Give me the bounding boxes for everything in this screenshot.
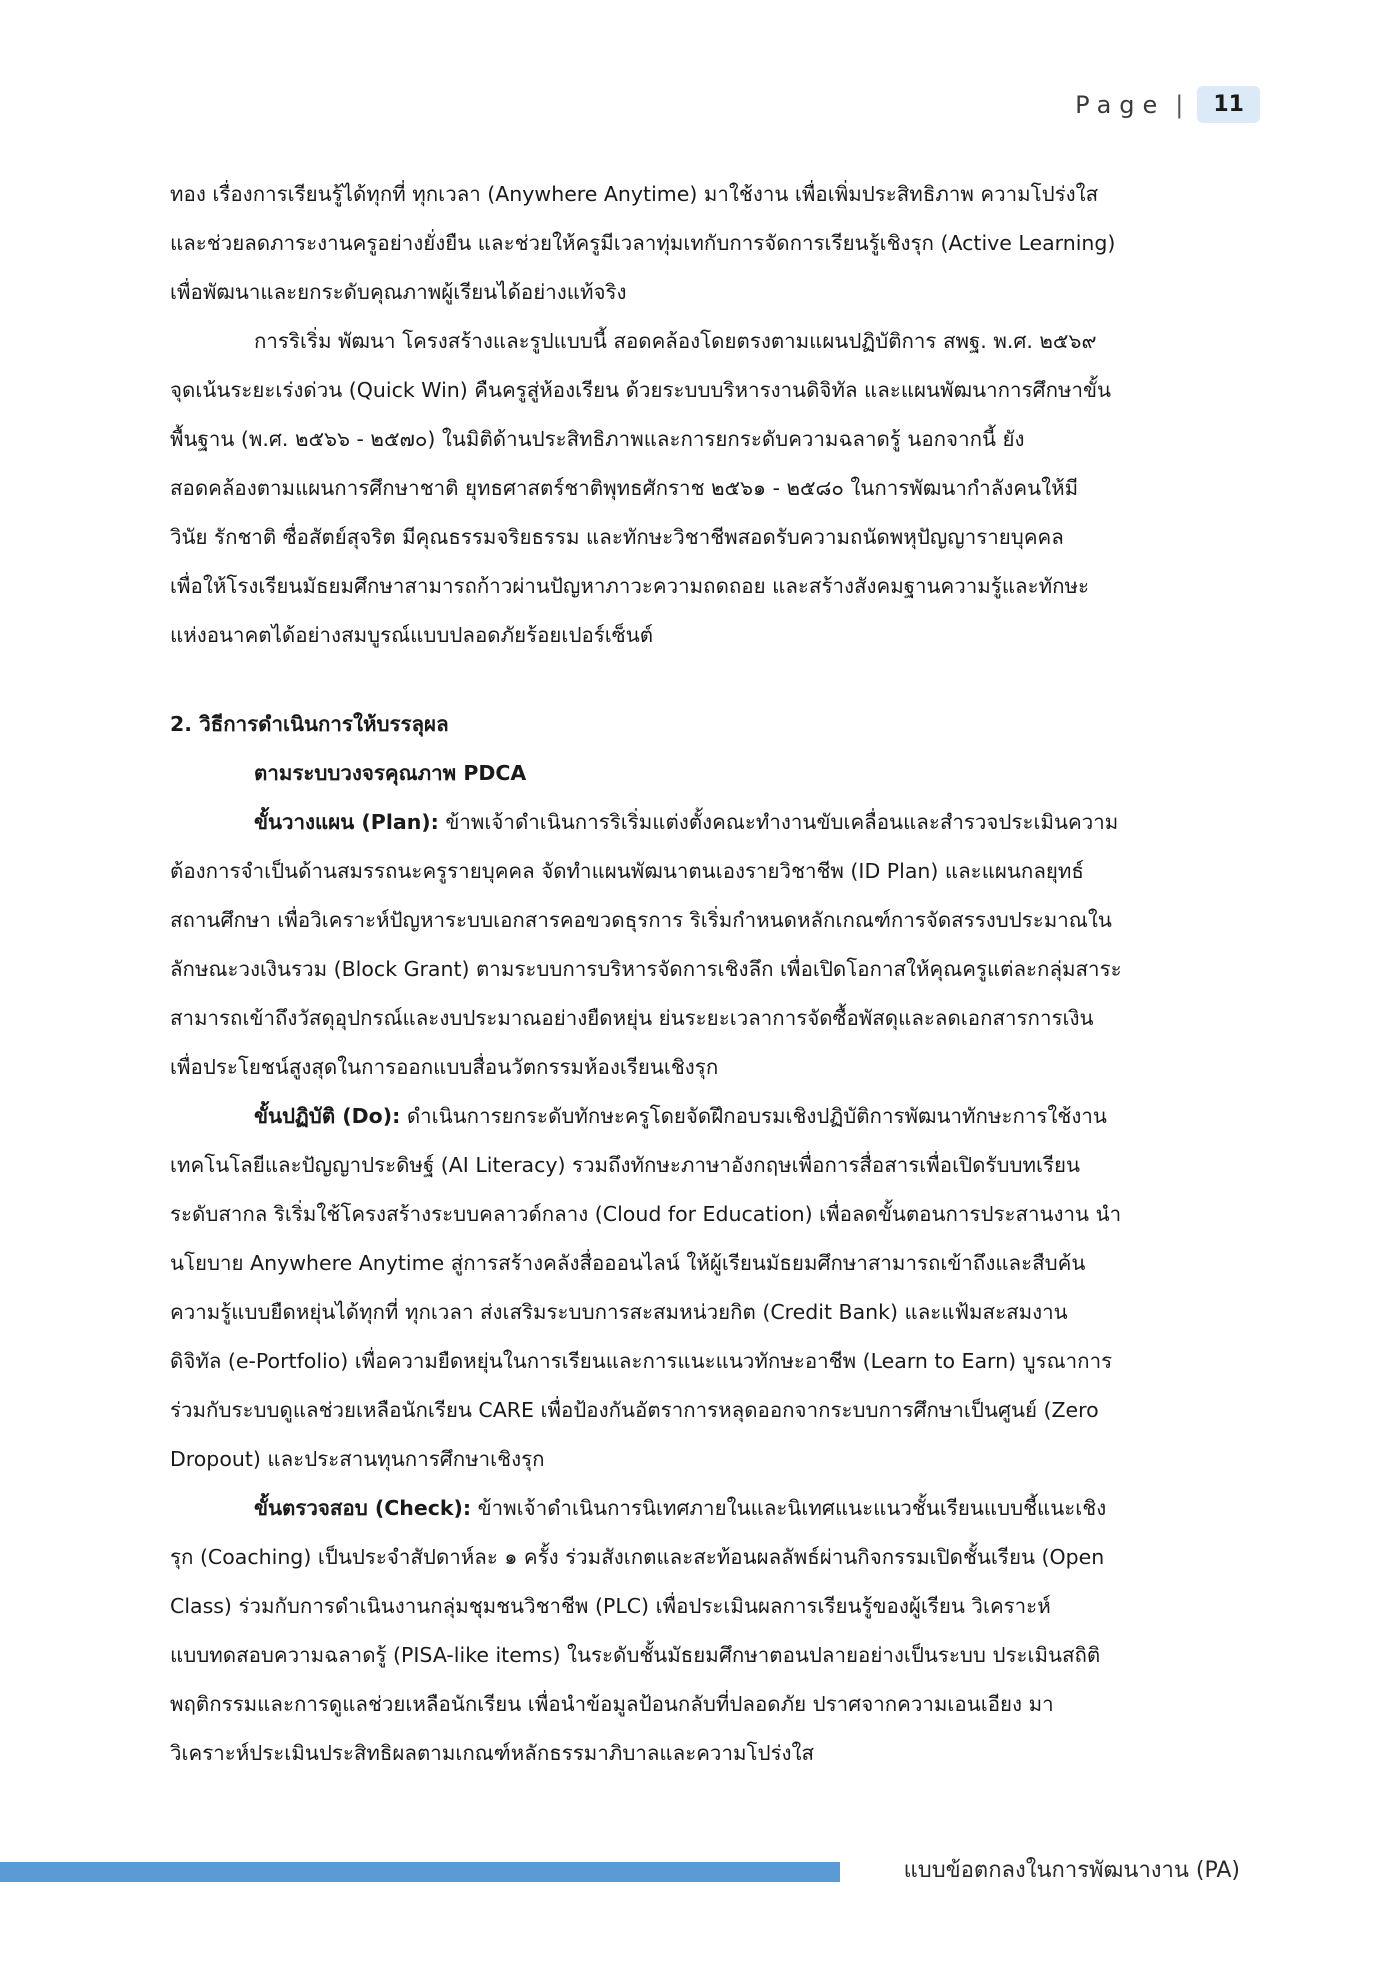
paragraph-intro: [170, 170, 1242, 317]
do-label: ขั้นปฏิบัติ (Do):: [254, 1104, 401, 1128]
text-line: การริเริ่ม พัฒนา โครงสร้างและรูปแบบนี้ สอดคล้องโดยตรงตามแผนปฏิบัติการ สพฐ. พ.ศ. ๒๕๖๙: [254, 329, 1097, 353]
footer-bar: [0, 1862, 840, 1882]
text-line: [170, 798, 1242, 847]
text-line: แบบทดสอบความฉลาดรู้ (PISA-like items) ในระดับชั้นมัธยมศึกษาตอนปลายอย่างเป็นระบบ ประเมินสถิติ: [170, 1643, 1101, 1667]
text-line: [170, 1484, 1242, 1533]
text-line: รุก (Coaching) เป็นประจำสัปดาห์ละ ๑ ครั้ง ร่วมสังเกตและสะท้อนผลลัพธ์ผ่านกิจกรรมเปิดชั้นเรียน (Open: [170, 1545, 1105, 1569]
paragraph-alignment: [170, 317, 1242, 660]
paragraph-plan: [170, 798, 1242, 1092]
text-line: พฤติกรรมและการดูแลช่วยเหลือนักเรียน เพื่อนำข้อมูลป้อนกลับที่ปลอดภัย ปราศจากความเอนเอียง มา: [170, 1692, 1054, 1716]
text-line: ร่วมกับระบบดูแลช่วยเหลือนักเรียน CARE เพื่อป้องกันอัตราการหลุดออกจากระบบการศึกษาเป็นศูนย์ (Zero: [170, 1398, 1099, 1422]
plan-label: ขั้นวางแผน (Plan):: [254, 810, 439, 834]
do-text: ดำเนินการยกระดับทักษะครูโดยจัดฝึกอบรมเชิงปฏิบัติการพัฒนาทักษะการใช้งาน: [400, 1104, 1107, 1128]
text-line: เพื่อให้โรงเรียนมัธยมศึกษาสามารถก้าวผ่านปัญหาภาวะความถดถอย และสร้างสังคมฐานความรู้และทักษะ: [170, 574, 1090, 598]
section-heading: 2. วิธีการดำเนินการให้บรรลุผล: [170, 712, 449, 736]
text-line: เทคโนโลยีและปัญญาประดิษฐ์ (AI Literacy) รวมถึงทักษะภาษาอังกฤษเพื่อการสื่อสารเพื่อเปิดรับบทเรียน: [170, 1153, 1081, 1177]
text-line: สามารถเข้าถึงวัสดุอุปกรณ์และงบประมาณอย่างยืดหยุ่น ย่นระยะเวลาการจัดซื้อพัสดุและลดเอกสารการเงิน: [170, 1006, 1094, 1030]
section-subheading: ตามระบบวงจรคุณภาพ PDCA: [254, 761, 527, 785]
check-text: ข้าพเจ้าดำเนินการนิเทศภายในและนิเทศแนะแนวชั้นเรียนแบบชี้แนะเชิง: [471, 1496, 1107, 1520]
text-line: ต้องการจำเป็นด้านสมรรถนะครูรายบุคคล จัดทำแผนพัฒนาตนเองรายวิชาชีพ (ID Plan) และแผนกลยุทธ์: [170, 859, 1084, 883]
footer-text: แบบข้อตกลงในการพัฒนางาน (PA): [903, 1858, 1240, 1883]
text-line: ลักษณะวงเงินรวม (Block Grant) ตามระบบการบริหารจัดการเชิงลึก เพื่อเปิดโอกาสให้คุณครูแต่ละกลุ่มสาระ: [170, 957, 1122, 981]
document-body: [170, 170, 1242, 1778]
text-line: สอดคล้องตามแผนการศึกษาชาติ ยุทธศาสตร์ชาติพุทธศักราช ๒๕๖๑ - ๒๕๘๐ ในการพัฒนากำลังคนให้มี: [170, 476, 1079, 500]
text-line: Dropout) และประสานทุนการศึกษาเชิงรุก: [170, 1447, 545, 1471]
text-line: แห่งอนาคตได้อย่างสมบูรณ์แบบปลอดภัยร้อยเปอร์เซ็นต์: [170, 623, 654, 647]
text-line: เพื่อพัฒนาและยกระดับคุณภาพผู้เรียนได้อย่างแท้จริง: [170, 280, 627, 304]
page-number: 11: [1197, 86, 1260, 123]
text-line: ระดับสากล ริเริ่มใช้โครงสร้างระบบคลาวด์กลาง (Cloud for Education) เพื่อลดขั้นตอนการประสานงาน นำ: [170, 1202, 1122, 1226]
page-label: Page: [1075, 90, 1166, 119]
text-line: ดิจิทัล (e-Portfolio) เพื่อความยืดหยุ่นในการเรียนและการแนะแนวทักษะอาชีพ (Learn to Earn) บูรณาการ: [170, 1349, 1113, 1373]
text-line: วินัย รักชาติ ซื่อสัตย์สุจริต มีคุณธรรมจริยธรรม และทักษะวิชาชีพสอดรับความถนัดพหุปัญญารายบุคคล: [170, 525, 1064, 549]
text-line: และช่วยลดภาระงานครูอย่างยั่งยืน และช่วยให้ครูมีเวลาทุ่มเทกับการจัดการเรียนรู้เชิงรุก (Active Learning): [170, 231, 1116, 255]
text-line: ความรู้แบบยืดหยุ่นได้ทุกที่ ทุกเวลา ส่งเสริมระบบการสะสมหน่วยกิต (Credit Bank) และแฟ้มสะสมงาน: [170, 1300, 1068, 1324]
paragraph-do: [170, 1092, 1242, 1484]
text-line: นโยบาย Anywhere Anytime สู่การสร้างคลังสื่อออนไลน์ ให้ผู้เรียนมัธยมศึกษาสามารถเข้าถึงและสืบค้น: [170, 1251, 1086, 1275]
page-separator: |: [1175, 90, 1184, 119]
text-line: ทอง เรื่องการเรียนรู้ได้ทุกที่ ทุกเวลา (Anywhere Anytime) มาใช้งาน เพื่อเพิ่มประสิทธิภาพ ความโปร่งใส: [170, 182, 1099, 206]
text-line: สถานศึกษา เพื่อวิเคราะห์ปัญหาระบบเอกสารคอขวดธุรการ ริเริ่มกำหนดหลักเกณฑ์การจัดสรรงบประมาณใน: [170, 908, 1112, 932]
text-line: [170, 1092, 1242, 1141]
text-line: วิเคราะห์ประเมินประสิทธิผลตามเกณฑ์หลักธรรมาภิบาลและความโปร่งใส: [170, 1741, 815, 1765]
check-label: ขั้นตรวจสอบ (Check):: [254, 1496, 472, 1520]
paragraph-check: [170, 1484, 1242, 1778]
text-line: เพื่อประโยชน์สูงสุดในการออกแบบสื่อนวัตกรรมห้องเรียนเชิงรุก: [170, 1055, 719, 1079]
page-header: [1075, 86, 1260, 123]
plan-text: ข้าพเจ้าดำเนินการริเริ่มแต่งตั้งคณะทำงานขับเคลื่อนและสำรวจประเมินความ: [438, 810, 1119, 834]
text-line: พื้นฐาน (พ.ศ. ๒๕๖๖ - ๒๕๗๐) ในมิติด้านประสิทธิภาพและการยกระดับความฉลาดรู้ นอกจากนี้ ยัง: [170, 427, 1025, 451]
text-line: จุดเน้นระยะเร่งด่วน (Quick Win) คืนครูสู่ห้องเรียน ด้วยระบบบริหารงานดิจิทัล และแผนพัฒนาการศึกษาขั้น: [170, 378, 1112, 402]
text-line: Class) ร่วมกับการดำเนินงานกลุ่มชุมชนวิชาชีพ (PLC) เพื่อประเมินผลการเรียนรู้ของผู้เรียน วิเคราะห์: [170, 1594, 1051, 1618]
